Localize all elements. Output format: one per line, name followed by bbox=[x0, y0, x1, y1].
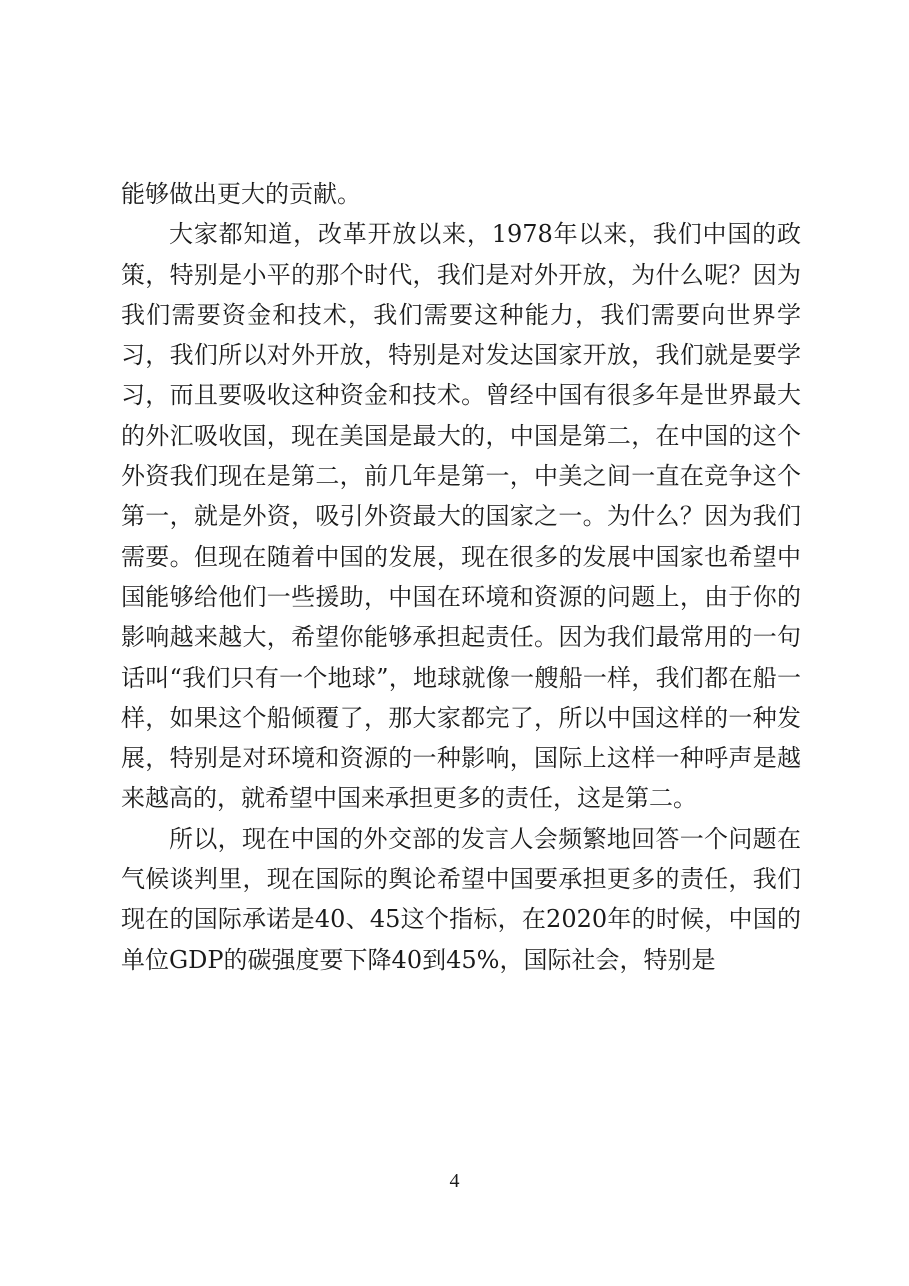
paragraph-climate-negotiation: 所以，现在中国的外交部的发言人会频繁地回答一个问题在气候谈判里，现在国际的舆论希望中国要承担更多的责任，我们现在的国际承诺是40、45这个指标，在2020年的时候，中国的单位GDP的碳强度要下降40到45%，国际社会，特别是 bbox=[121, 824, 801, 974]
document-body bbox=[121, 174, 801, 980]
paragraph-reform-opening: 大家都知道，改革开放以来，1978年以来，我们中国的政策，特别是小平的那个时代，我们是对外开放，为什么呢？因为我们需要资金和技术，我们需要这种能力，我们需要向世界学习，我们所以对外开放，特别是对发达国家开放，我们就是要学习，而且要吸收这种资金和技术。曾经中国有很多年是世界最大的外汇吸收国，现在美国是最大的，中国是第二，在中国的这个外资我们现在是第二，前几年是第一，中美之间一直在竞争这个第一，就是外资，吸引外资最大的国家之一。为什么？因为我们需要。但现在随着中国的发展，现在很多的发展中国家也希望中国能够给他们一些援助，中国在环境和资源的问题上，由于你的影响越来越大，希望你能够承担起责任。因为我们最常用的一句话叫“我们只有一个地球”，地球就像一艘船一样，我们都在船一样，如果这个船倾覆了，那大家都完了，所以中国这样的一种发展，特别是对环境和资源的一种影响，国际上这样一种呼声是越来越高的，就希望中国来承担更多的责任，这是第二。 bbox=[121, 220, 801, 813]
page-number: 4 bbox=[449, 1170, 460, 1192]
paragraph-continuation: 能够做出更大的贡献。 bbox=[121, 180, 361, 208]
